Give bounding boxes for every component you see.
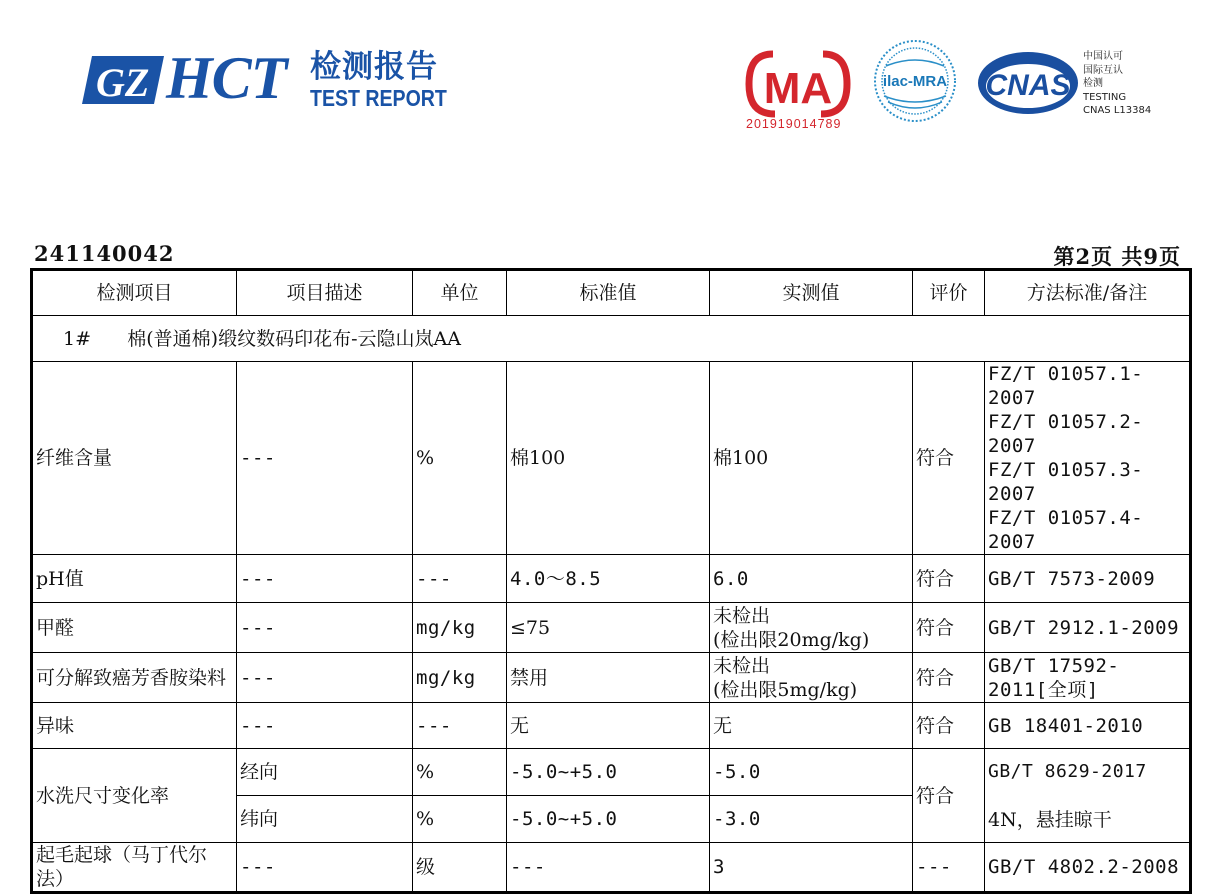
eval-cell: 符合 <box>913 362 985 555</box>
table-row <box>32 362 1191 555</box>
std-cell: 4.0～8.5 <box>507 555 710 603</box>
desc-cell: --- <box>237 843 413 893</box>
cma-number: 201919014789 <box>746 117 842 131</box>
eval-cell: 符合 <box>913 603 985 653</box>
std-cell: --- <box>507 843 710 893</box>
unit-cell: % <box>413 362 507 555</box>
method-cell: GB 18401-2010 <box>985 703 1191 749</box>
result-cell: 6.0 <box>710 555 913 603</box>
sample-row <box>32 316 1191 362</box>
cnas-line: CNAS L13384 <box>1083 105 1152 116</box>
desc-cell: 纬向 <box>237 796 413 843</box>
unit-cell: --- <box>413 555 507 603</box>
method-note: 4N，悬挂晾干 <box>988 808 1112 831</box>
sample-cell <box>32 316 1191 362</box>
method-cell: GB/T 17592-2011[全项] <box>985 653 1191 703</box>
header-cell: 评价 <box>913 270 985 316</box>
page-info: 第2页 共9页 <box>1053 244 1181 269</box>
unit-cell: mg/kg <box>413 603 507 653</box>
ilac-mra-logo-icon <box>872 38 958 124</box>
std-cell: -5.0~+5.0 <box>507 796 710 843</box>
header-cell: 标准值 <box>507 270 710 316</box>
result-cell: 棉100 <box>710 362 913 555</box>
result-line: (检出限5mg/kg) <box>713 678 858 701</box>
header-cell: 实测值 <box>710 270 913 316</box>
report-table <box>30 268 1192 894</box>
cnas-logo-icon <box>976 50 1080 116</box>
cnas-line: 中国认可 <box>1083 51 1123 62</box>
unit-cell: mg/kg <box>413 653 507 703</box>
std-cell: ≤75 <box>507 603 710 653</box>
result-cell: 无 <box>710 703 913 749</box>
result-cell: 3 <box>710 843 913 893</box>
svg-text:ilac-MRA: ilac-MRA <box>882 73 948 90</box>
std-cell: 禁用 <box>507 653 710 703</box>
header-cell: 单位 <box>413 270 507 316</box>
svg-text:MA: MA <box>763 64 833 113</box>
method-line: GB/T 8629-2017 <box>988 760 1147 782</box>
method-cell: GB/T 4802.2-2008 <box>985 843 1191 893</box>
table-row <box>32 603 1191 653</box>
table-row <box>32 749 1191 796</box>
unit-cell: --- <box>413 703 507 749</box>
item-cell: 甲醛 <box>32 603 237 653</box>
hct-brand-text: HCT <box>166 45 287 111</box>
table-row <box>32 843 1191 893</box>
item-cell: 起毛起球（马丁代尔法） <box>32 843 237 893</box>
result-cell: -5.0 <box>710 749 913 796</box>
desc-cell: --- <box>237 362 413 555</box>
method-line: FZ/T 01057.1-2007 <box>988 363 1144 409</box>
method-line: FZ/T 01057.4-2007 <box>988 507 1144 553</box>
desc-cell: --- <box>237 603 413 653</box>
logo-title-en: TEST REPORT <box>310 85 447 111</box>
table-row <box>32 555 1191 603</box>
result-line: (检出限20mg/kg) <box>713 628 870 651</box>
header-cell: 项目描述 <box>237 270 413 316</box>
desc-cell: --- <box>237 555 413 603</box>
result-cell <box>710 603 913 653</box>
std-cell: 无 <box>507 703 710 749</box>
item-cell: 水洗尺寸变化率 <box>32 749 237 843</box>
desc-cell: --- <box>237 703 413 749</box>
cnas-line: 国际互认 <box>1083 64 1123 76</box>
eval-cell: 符合 <box>913 555 985 603</box>
item-cell: 纤维含量 <box>32 362 237 555</box>
table-header-row <box>32 270 1191 316</box>
desc-cell: 经向 <box>237 749 413 796</box>
item-cell: 可分解致癌芳香胺染料 <box>32 653 237 703</box>
header-cell: 方法标准/备注 <box>985 270 1191 316</box>
cnas-line: TESTING <box>1083 91 1127 103</box>
sample-number: 1# <box>63 327 92 350</box>
item-cell: pH值 <box>32 555 237 603</box>
result-cell: -3.0 <box>710 796 913 843</box>
unit-cell: % <box>413 749 507 796</box>
table-row <box>32 653 1191 703</box>
unit-cell: 级 <box>413 843 507 893</box>
method-cell <box>985 362 1191 555</box>
desc-cell: --- <box>237 653 413 703</box>
svg-text:CNAS: CNAS <box>985 69 1071 102</box>
sample-name: 棉(普通棉)缎纹数码印花布-云隐山岚AA <box>127 327 461 350</box>
method-cell: GB/T 2912.1-2009 <box>985 603 1191 653</box>
item-cell: 异味 <box>32 703 237 749</box>
gz-logo-icon <box>82 54 164 106</box>
method-line: FZ/T 01057.3-2007 <box>988 459 1144 505</box>
cnas-text <box>1083 50 1151 118</box>
method-cell: GB/T 7573-2009 <box>985 555 1191 603</box>
table-row <box>32 703 1191 749</box>
result-line: 未检出 <box>713 654 771 677</box>
eval-cell: --- <box>913 843 985 893</box>
report-number: 241140042 <box>34 241 175 266</box>
hct-logo <box>82 45 454 111</box>
eval-cell: 符合 <box>913 653 985 703</box>
method-cell <box>985 749 1191 843</box>
cnas-line: 检测 <box>1083 78 1103 89</box>
result-cell <box>710 653 913 703</box>
method-line: FZ/T 01057.2-2007 <box>988 411 1144 457</box>
svg-text:GZ: GZ <box>96 60 150 105</box>
unit-cell: % <box>413 796 507 843</box>
header-cell: 检测项目 <box>32 270 237 316</box>
result-line: 未检出 <box>713 604 771 627</box>
eval-cell: 符合 <box>913 703 985 749</box>
std-cell: -5.0~+5.0 <box>507 749 710 796</box>
std-cell: 棉100 <box>507 362 710 555</box>
logo-title-cn: 检测报告 <box>310 49 438 85</box>
eval-cell: 符合 <box>913 749 985 843</box>
